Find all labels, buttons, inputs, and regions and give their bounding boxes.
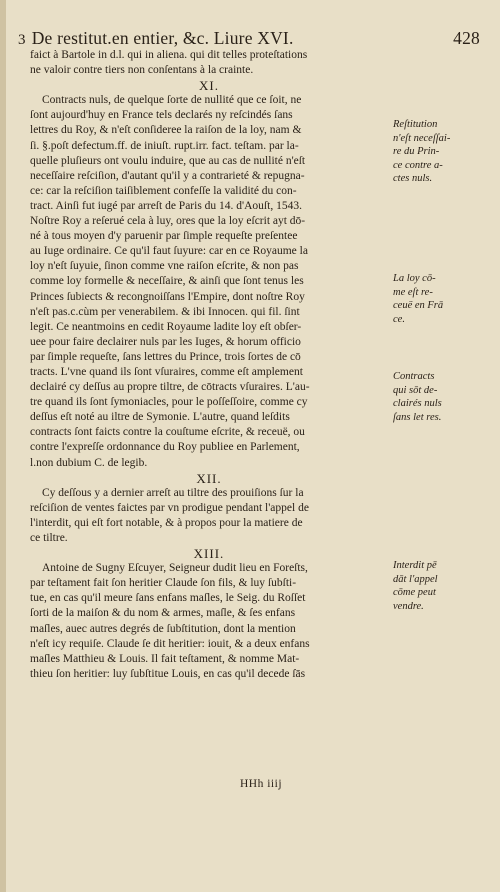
running-title: De restitut.en entier, &c. Liure XVI. — [31, 28, 294, 48]
margin-note-line: Reſtitution — [393, 119, 438, 130]
text-line: par teſtament fait ſon heritier Claude ſon fils, & luy ſubſti- — [30, 577, 297, 590]
margin-note-line: cōme peut — [393, 587, 436, 598]
text-line: tracts. L'vne quand ils ſont vſuraires, comme eſt amplement — [30, 365, 303, 378]
text-line: contracts ſont faicts contre la couſtume eſcrite, & receuë, ou — [30, 426, 305, 439]
text-line: ce tiltre. — [30, 532, 68, 544]
text-line: comme loy formelle & neceſſaire, & ainſi que ſont tenus les — [30, 275, 304, 288]
page-gutter — [0, 0, 6, 892]
text-line: faict à Bartole in d.l. qui in aliena. qui dit telles proteſtations — [30, 49, 308, 61]
text-line: declairé cy deſſus au propre tiltre, de cōtracts vſuraires. L'au- — [30, 381, 310, 394]
margin-note-line: Interdit pē — [393, 560, 437, 571]
margin-note-line: ſans let res. — [393, 411, 442, 423]
margin-note-line: ctes nuls. — [393, 173, 433, 184]
margin-note-line: n'eſt neceſſai- — [393, 132, 451, 144]
text-line: deſſus eſt noté au iltre de Symonie. L'autre, quand leſdits — [30, 411, 290, 424]
text-line: l.non dubium C. de legib. — [30, 456, 148, 469]
signature-mark: HHh iiij — [240, 778, 283, 790]
text-line: Cy deſſous y a dernier arreſt au tiltre des prouiſions ſur la — [42, 486, 304, 499]
text-line: quelle pluſieurs ont voulu induire, que au cas de nullité n'eſt — [30, 154, 306, 167]
section-number: XI. — [199, 78, 219, 94]
margin-note-line: qui sōt de- — [393, 384, 438, 396]
text-line: thieu ſon heritier: luy ſubſtitue Louis, en cas qu'il decede ſās — [30, 667, 306, 680]
text-line: tue, en cas qu'il meure ſans enfans maſles, le Seig. du Roſſet — [30, 592, 306, 605]
text-line: Antoine de Sugny Eſcuyer, Seigneur dudit lieu en Foreſts, — [42, 562, 308, 575]
section-number: XIII. — [193, 546, 225, 562]
text-line: ſi. §.poſt defectum.ff. de iniuſt. rupt.irr. fact. teſtam. par la- — [30, 139, 299, 152]
running-header — [18, 28, 488, 50]
margin-note-3 — [393, 370, 493, 424]
text-line: ne valoir contre tiers non conſentans à la crainte. — [30, 64, 254, 77]
margin-note-4 — [393, 559, 493, 613]
text-line: Noſtre Roy a reſerué cela à luy, ores que la loy eſcrit ayt dō- — [30, 215, 306, 228]
section-number: XII. — [196, 470, 222, 486]
text-line: Contracts nuls, de quelque ſorte de nullité que ce ſoit, ne — [42, 94, 302, 107]
text-line: né à tous moyen d'y paruenir par ſimple requeſte preſentee — [30, 230, 298, 243]
text-line: legit. Ce neantmoins en cedit Royaume ladite loy eſt obſer- — [30, 320, 302, 333]
margin-note-line: ceuë en Frā — [393, 300, 444, 311]
margin-note-line: re du Prin- — [393, 146, 440, 157]
margin-note-line: clairés nuls — [393, 398, 442, 409]
margin-note-line: La loy cō- — [393, 273, 436, 284]
text-line: loy n'eſt ſuyuie, ſinon comme vne raiſon eſcrite, & non pas — [30, 260, 299, 273]
margin-note-line: vendre. — [393, 600, 424, 612]
text-line: uee pour faire declairer nuls par les Iuges, & horum officio — [30, 335, 301, 348]
text-line: maſles Matthieu & Louis. Il fait teſtament, & nomme Mat- — [30, 652, 300, 665]
page-number: 428 — [453, 28, 480, 48]
text-line: n'eſt icy requiſe. Claude ſe dit heritier: iouit, & a deux enfans — [30, 637, 310, 650]
page-marker: 3 — [18, 32, 26, 48]
text-line: n'eſt pas.c.cùm per venerabilem. & ibi Innocen. qui fil. ſint — [30, 305, 300, 318]
text-line: neceſſaire reſciſion, d'autant qu'il y a contrarieté & repugna- — [30, 169, 305, 182]
text-line: ce: car la reſciſion taiſiblement confeſſe la validité du con- — [30, 184, 297, 197]
margin-note-line: dāt l'appel — [393, 573, 438, 585]
margin-note-1 — [393, 118, 493, 186]
text-line: maſles, auec autres degrés de ſubſtitution, dont la mention — [30, 622, 296, 635]
text-line: ſont aujourd'huy en France tels declarés ny reſcindés ſans — [30, 109, 293, 122]
text-line: ſorti de la maiſon & du nom & armes, maſle, & ſes enfans — [30, 607, 296, 620]
margin-note-line: Contracts — [393, 371, 435, 382]
margin-note-line: ce. — [393, 313, 405, 325]
text-line: reſciſion de ventes faictes par vn prodigue pendant l'appel de — [30, 501, 309, 514]
text-line: par ſimple requeſte, ſans lettres du Prince, trois ſortes de cō — [30, 350, 301, 363]
text-line: tre quand ils ſont ſymoniacles, pour le poſſeſſoire, comme cy — [30, 396, 308, 409]
text-line: tract. Ainſi fut iugé par arreſt de Paris du 14. d'Aouſt, 1543. — [30, 199, 302, 212]
main-text — [30, 48, 388, 682]
text-line: Princes ſubiects & recongnoiſſans l'Empire, dont noſtre Roy — [30, 290, 305, 303]
text-line: au Iuge ordinaire. Ce qu'il faut ſuyure: car en ce Royaume la — [30, 245, 308, 258]
text-line: l'interdit, qui eſt fort notable, & à propos pour la matiere de — [30, 516, 303, 529]
margin-note-2 — [393, 272, 493, 326]
text-line: contre l'expreſſe ordonnance du Roy publiee en Parlement, — [30, 441, 300, 454]
margin-note-line: me eſt re- — [393, 286, 433, 298]
text-line: lettres du Roy, & n'eſt conſideree la raiſon de la loy, nam & — [30, 124, 302, 137]
margin-note-line: ce contre a- — [393, 159, 443, 171]
